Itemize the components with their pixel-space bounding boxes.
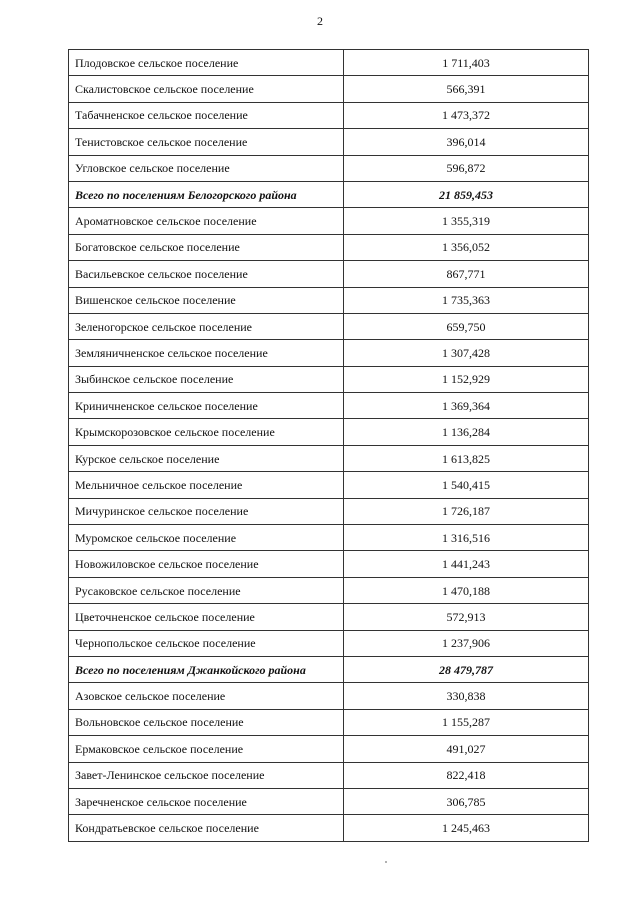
amount-cell: 566,391 bbox=[344, 76, 589, 102]
amount-cell: 1 307,428 bbox=[344, 340, 589, 366]
amount-cell: 822,418 bbox=[344, 762, 589, 788]
settlement-name-cell: Табачненское сельское поселение bbox=[69, 102, 344, 128]
table-row bbox=[69, 630, 589, 656]
settlement-name-cell: Завет-Ленинское сельское поселение bbox=[69, 762, 344, 788]
amount-cell: 1 540,415 bbox=[344, 472, 589, 498]
table-row bbox=[69, 788, 589, 814]
table-row bbox=[69, 551, 589, 577]
settlement-name-cell: Криничненское сельское поселение bbox=[69, 393, 344, 419]
amount-cell: 330,838 bbox=[344, 683, 589, 709]
table-row bbox=[69, 762, 589, 788]
table-row bbox=[69, 445, 589, 471]
settlement-name-cell: Тенистовское сельское поселение bbox=[69, 129, 344, 155]
amount-cell: 1 356,052 bbox=[344, 234, 589, 260]
settlement-name-cell: Мельничное сельское поселение bbox=[69, 472, 344, 498]
settlement-name-cell: Богатовское сельское поселение bbox=[69, 234, 344, 260]
scan-speck bbox=[385, 861, 387, 863]
total-amount-cell: 28 479,787 bbox=[344, 656, 589, 682]
amount-cell: 1 470,188 bbox=[344, 577, 589, 603]
settlement-name-cell: Мичуринское сельское поселение bbox=[69, 498, 344, 524]
amount-cell: 1 735,363 bbox=[344, 287, 589, 313]
settlement-name-cell: Муромское сельское поселение bbox=[69, 525, 344, 551]
amount-cell: 572,913 bbox=[344, 604, 589, 630]
settlement-name-cell: Зыбинское сельское поселение bbox=[69, 366, 344, 392]
amount-cell: 491,027 bbox=[344, 736, 589, 762]
table-row bbox=[69, 709, 589, 735]
amount-cell: 867,771 bbox=[344, 261, 589, 287]
total-amount-cell: 21 859,453 bbox=[344, 181, 589, 207]
settlement-name-cell: Вольновское сельское поселение bbox=[69, 709, 344, 735]
table-row bbox=[69, 683, 589, 709]
amount-cell: 1 155,287 bbox=[344, 709, 589, 735]
table-row bbox=[69, 50, 589, 76]
settlement-name-cell: Курское сельское поселение bbox=[69, 445, 344, 471]
table-row bbox=[69, 366, 589, 392]
table-row bbox=[69, 287, 589, 313]
settlement-name-cell: Ермаковское сельское поселение bbox=[69, 736, 344, 762]
table-row bbox=[69, 102, 589, 128]
settlement-budget-table bbox=[68, 49, 589, 842]
table-row bbox=[69, 419, 589, 445]
amount-cell: 1 136,284 bbox=[344, 419, 589, 445]
amount-cell: 396,014 bbox=[344, 129, 589, 155]
table-row bbox=[69, 313, 589, 339]
amount-cell: 306,785 bbox=[344, 788, 589, 814]
amount-cell: 1 613,825 bbox=[344, 445, 589, 471]
settlement-name-cell: Новожиловское сельское поселение bbox=[69, 551, 344, 577]
table-row bbox=[69, 340, 589, 366]
table-row bbox=[69, 155, 589, 181]
table-row bbox=[69, 234, 589, 260]
amount-cell: 596,872 bbox=[344, 155, 589, 181]
amount-cell: 1 726,187 bbox=[344, 498, 589, 524]
settlement-name-cell: Чернопольское сельское поселение bbox=[69, 630, 344, 656]
settlement-name-cell: Крымскорозовское сельское поселение bbox=[69, 419, 344, 445]
page-number: 2 bbox=[317, 14, 323, 28]
amount-cell: 1 237,906 bbox=[344, 630, 589, 656]
settlement-name-cell: Плодовское сельское поселение bbox=[69, 50, 344, 76]
settlement-name-cell: Заречненское сельское поселение bbox=[69, 788, 344, 814]
amount-cell: 1 473,372 bbox=[344, 102, 589, 128]
amount-cell: 1 245,463 bbox=[344, 815, 589, 841]
table-total-row bbox=[69, 181, 589, 207]
settlement-name-cell: Азовское сельское поселение bbox=[69, 683, 344, 709]
total-label-cell: Всего по поселениям Джанкойского района bbox=[69, 656, 344, 682]
table-row bbox=[69, 208, 589, 234]
settlement-name-cell: Кондратьевское сельское поселение bbox=[69, 815, 344, 841]
table-row bbox=[69, 577, 589, 603]
amount-cell: 1 441,243 bbox=[344, 551, 589, 577]
settlement-name-cell: Ароматновское сельское поселение bbox=[69, 208, 344, 234]
table-body bbox=[69, 50, 589, 842]
table-row bbox=[69, 498, 589, 524]
settlement-name-cell: Угловское сельское поселение bbox=[69, 155, 344, 181]
table-row bbox=[69, 604, 589, 630]
settlement-name-cell: Вишенское сельское поселение bbox=[69, 287, 344, 313]
total-label-cell: Всего по поселениям Белогорского района bbox=[69, 181, 344, 207]
settlement-name-cell: Васильевское сельское поселение bbox=[69, 261, 344, 287]
amount-cell: 1 369,364 bbox=[344, 393, 589, 419]
table-row bbox=[69, 76, 589, 102]
table-row bbox=[69, 472, 589, 498]
amount-cell: 1 355,319 bbox=[344, 208, 589, 234]
settlement-name-cell: Зеленогорское сельское поселение bbox=[69, 313, 344, 339]
settlement-name-cell: Скалистовское сельское поселение bbox=[69, 76, 344, 102]
table-row bbox=[69, 129, 589, 155]
amount-cell: 659,750 bbox=[344, 313, 589, 339]
amount-cell: 1 152,929 bbox=[344, 366, 589, 392]
table-row bbox=[69, 525, 589, 551]
table-row bbox=[69, 261, 589, 287]
amount-cell: 1 711,403 bbox=[344, 50, 589, 76]
settlement-name-cell: Русаковское сельское поселение bbox=[69, 577, 344, 603]
settlement-name-cell: Цветочненское сельское поселение bbox=[69, 604, 344, 630]
amount-cell: 1 316,516 bbox=[344, 525, 589, 551]
settlement-name-cell: Земляничненское сельское поселение bbox=[69, 340, 344, 366]
table-row bbox=[69, 736, 589, 762]
table-row bbox=[69, 815, 589, 841]
table-total-row bbox=[69, 656, 589, 682]
table-row bbox=[69, 393, 589, 419]
